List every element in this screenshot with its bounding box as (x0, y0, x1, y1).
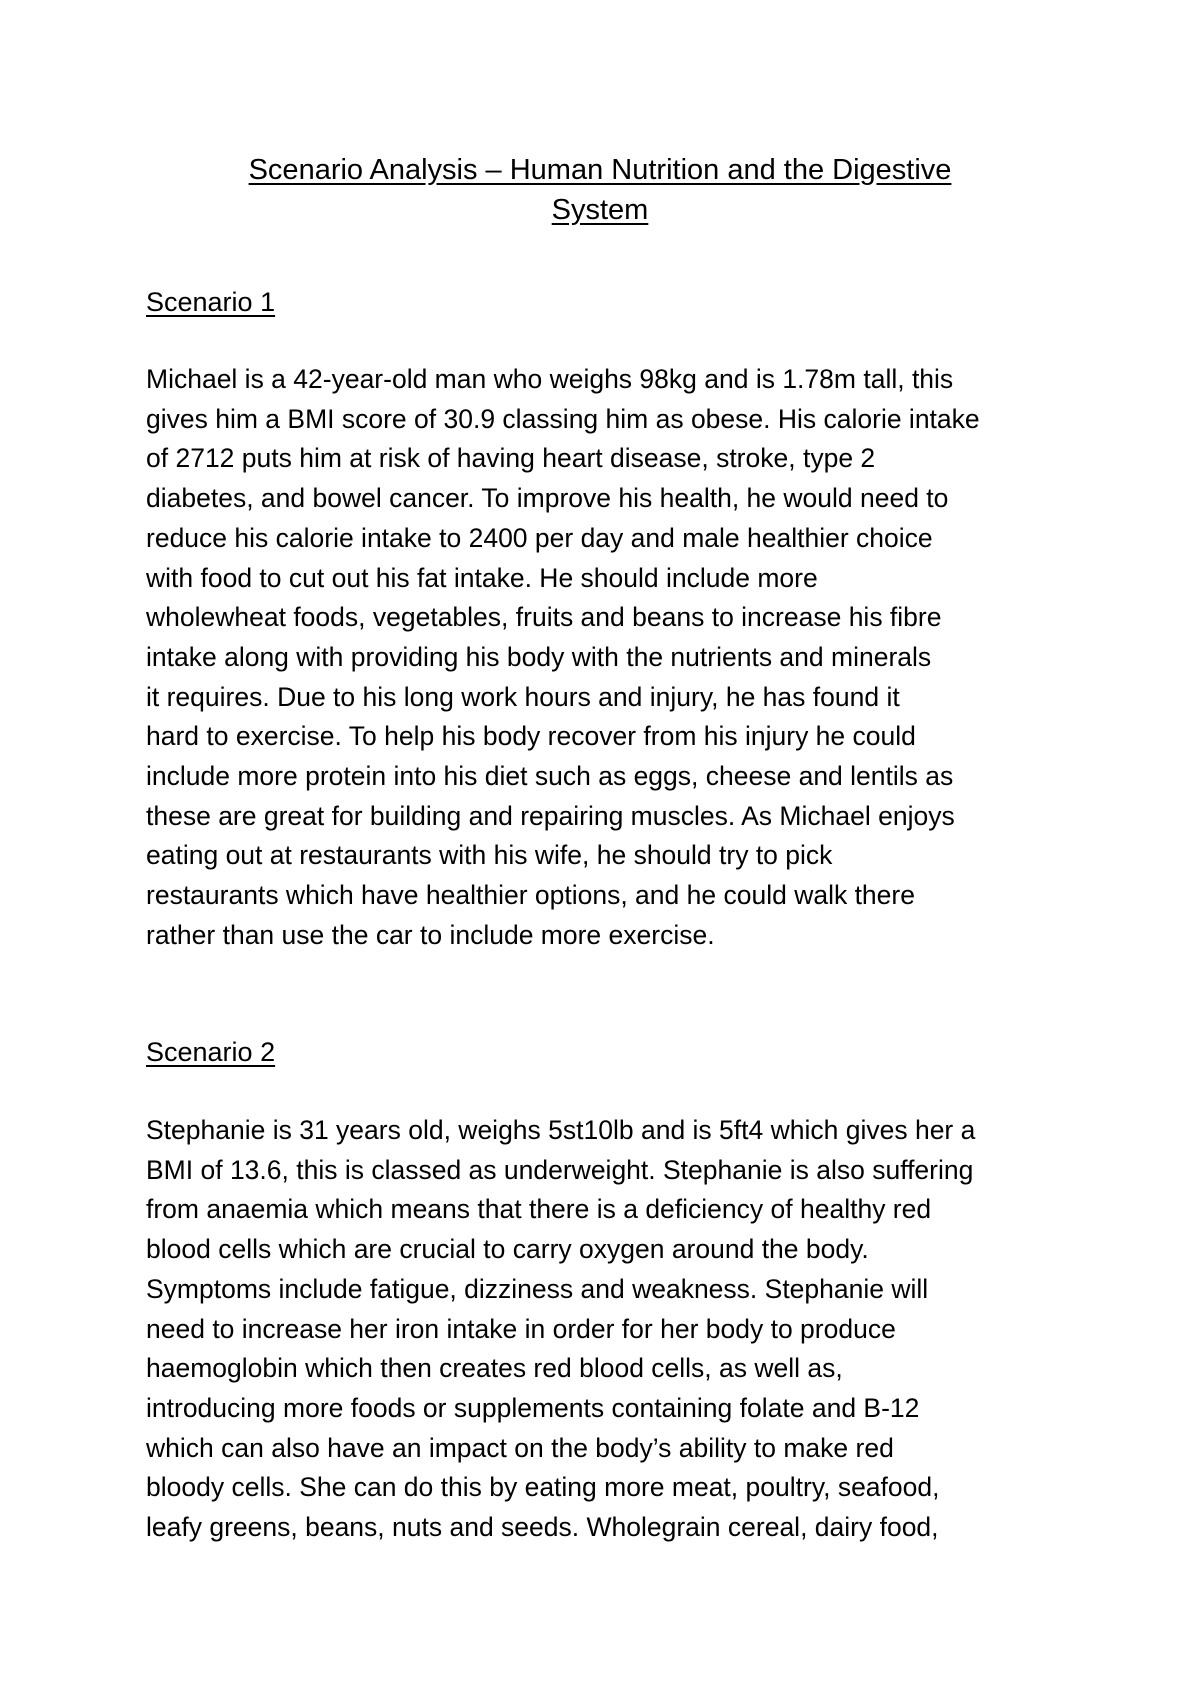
scenario-2-heading: Scenario 2 (146, 1037, 276, 1067)
paragraph-line: of 2712 puts him at risk of having heart disease, stroke, type 2 (146, 443, 876, 474)
paragraph-line: Symptoms include fatigue, dizziness and weakness. Stephanie will (146, 1273, 929, 1304)
paragraph-line: intake along with providing his body with the nutrients and minerals (146, 641, 932, 672)
paragraph-line: include more protein into his diet such as eggs, cheese and lentils as (146, 761, 954, 792)
scenario-2-paragraph (146, 1111, 1066, 1548)
document-title-line-2: System (551, 194, 649, 226)
paragraph-line: reduce his calorie intake to 2400 per day and male healthier choice (146, 522, 933, 553)
paragraph-line: these are great for building and repairing muscles. As Michael enjoys (146, 800, 955, 831)
paragraph-line: bloody cells. She can do this by eating more meat, poultry, seafood, (146, 1472, 940, 1503)
paragraph-line: haemoglobin which then creates red blood cells, as well as, (146, 1353, 843, 1384)
paragraph-line: leafy greens, beans, nuts and seeds. Wholegrain cereal, dairy food, (146, 1512, 939, 1543)
paragraph-line: eating out at restaurants with his wife, he should try to pick (146, 840, 833, 871)
paragraph-line: blood cells which are crucial to carry oxygen around the body. (146, 1234, 869, 1265)
paragraph-line: which can also have an impact on the body’s ability to make red (146, 1432, 894, 1463)
paragraph-line: from anaemia which means that there is a deficiency of healthy red (146, 1194, 932, 1225)
paragraph-line: diabetes, and bowel cancer. To improve his health, he would need to (146, 483, 949, 514)
paragraph-line: Michael is a 42-year-old man who weighs 98kg and is 1.78m tall, this (146, 364, 954, 394)
document-title (160, 150, 1040, 230)
paragraph-line: introducing more foods or supplements containing folate and B-12 (146, 1392, 920, 1423)
paragraph-line: hard to exercise. To help his body recover from his injury he could (146, 721, 916, 752)
paragraph-line: gives him a BMI score of 30.9 classing him as obese. His calorie intake (146, 403, 980, 434)
paragraph-line: Stephanie is 31 years old, weighs 5st10lb and is 5ft4 which gives her a (146, 1115, 976, 1145)
paragraph-line: rather than use the car to include more exercise. (146, 919, 715, 950)
paragraph-line: BMI of 13.6, this is classed as underweight. Stephanie is also suffering (146, 1154, 974, 1185)
paragraph-line: need to increase her iron intake in order for her body to produce (146, 1313, 896, 1344)
paragraph-line: wholewheat foods, vegetables, fruits and beans to increase his fibre (146, 602, 942, 633)
paragraph-line: restaurants which have healthier options, and he could walk there (146, 880, 915, 911)
scenario-1-paragraph (146, 360, 1066, 956)
paragraph-line: with food to cut out his fat intake. He should include more (146, 562, 818, 593)
document-title-line-1: Scenario Analysis – Human Nutrition and the Digestive (248, 154, 952, 186)
paragraph-line: it requires. Due to his long work hours and injury, he has found it (146, 681, 900, 712)
scenario-1-heading: Scenario 1 (146, 287, 276, 317)
